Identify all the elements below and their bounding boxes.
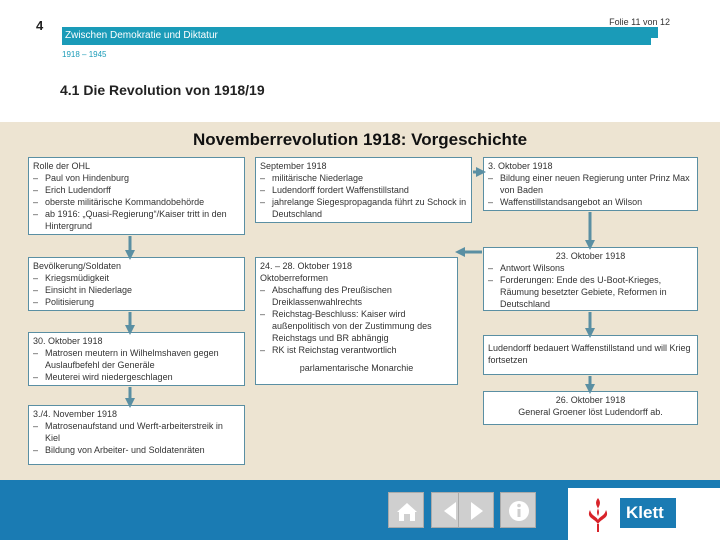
box-text: Ludendorff bedauert Waffenstillstand und will Krieg fortsetzen [488, 343, 691, 365]
list-item: – RK ist Reichstag verantwortlich [260, 344, 453, 356]
box-title: Rolle der OHL [33, 161, 91, 171]
box-title: 3. Oktober 1918 [488, 161, 553, 171]
list-item: – ab 1916: „Quasi-Regierung“/Kaiser tritt in den Hintergrund [33, 208, 240, 232]
list-item: – Antwort Wilsons [488, 262, 693, 274]
box-subtitle: Oktoberreformen [260, 273, 329, 283]
box-title: 26. Oktober 1918 [555, 395, 626, 405]
list-item: – jahrelange Siegespropaganda führt zu Schock in Deutschland [260, 196, 467, 220]
list-item: – Politisierung [33, 296, 240, 308]
section-title: 4.1 Die Revolution von 1918/19 [60, 82, 265, 98]
home-icon [389, 493, 425, 529]
slide-number: 4 [36, 18, 44, 33]
list-item: – Reichstag-Beschluss: Kaiser wird außenpolitisch von der Zustimmung des Reichstags und BR abhängig [260, 308, 453, 344]
box-title: 30. Oktober 1918 [33, 336, 103, 346]
chapter-years: 1918 – 1945 [62, 50, 107, 59]
box-title: September 1918 [260, 161, 327, 171]
box-title: 24. – 28. Oktober 1918 [260, 261, 353, 271]
box-title: Bevölkerung/Soldaten [33, 261, 122, 271]
klett-emblem-icon [578, 494, 618, 534]
box-footer: parlamentarische Monarchie [299, 363, 414, 373]
list-item: – Erich Ludendorff [33, 184, 240, 196]
home-button[interactable] [388, 492, 424, 528]
list-item: – Ludendorff fordert Waffenstillstand [260, 184, 467, 196]
list-item: – Paul von Hindenburg [33, 172, 240, 184]
box-title: 3./4. November 1918 [33, 409, 118, 419]
list-item: – Matrosen meutern in Wilhelmshaven gegen Auslaufbefehl der Generäle [33, 347, 240, 371]
list-item: – Meuterei wird niedergeschlagen [33, 371, 240, 383]
list-item: – Abschaffung des Preußischen Dreiklassenwahlrechts [260, 284, 453, 308]
box-title: 23. Oktober 1918 [555, 251, 626, 261]
klett-logo: Klett [620, 498, 676, 528]
forward-button[interactable] [458, 492, 494, 528]
box-text: General Groener löst Ludendorff ab. [518, 407, 663, 417]
list-item: – oberste militärische Kommandobehörde [33, 196, 240, 208]
list-item: – Bildung von Arbeiter- und Soldatenräten [33, 444, 240, 456]
main-title: Novemberrevolution 1918: Vorgeschichte [192, 130, 528, 149]
list-item: – Forderungen: Ende des U-Boot-Krieges, Räumung besetzter Gebiete, Reformen in Deutschland [488, 274, 693, 310]
info-icon [501, 493, 537, 529]
list-item: – militärische Niederlage [260, 172, 467, 184]
list-item: – Waffenstillstandsangebot an Wilson [488, 196, 693, 208]
chapter-title: Zwischen Demokratie und Diktatur [65, 30, 218, 41]
list-item: – Matrosenaufstand und Werft-arbeiterstreik in Kiel [33, 420, 240, 444]
list-item: – Bildung einer neuen Regierung unter Prinz Max von Baden [488, 172, 693, 196]
page-indicator: Folie 11 von 12 [609, 17, 670, 27]
arrow-right-icon [459, 493, 495, 529]
list-item: – Einsicht in Niederlage [33, 284, 240, 296]
info-button[interactable] [500, 492, 536, 528]
list-item: – Kriegsmüdigkeit [33, 272, 240, 284]
